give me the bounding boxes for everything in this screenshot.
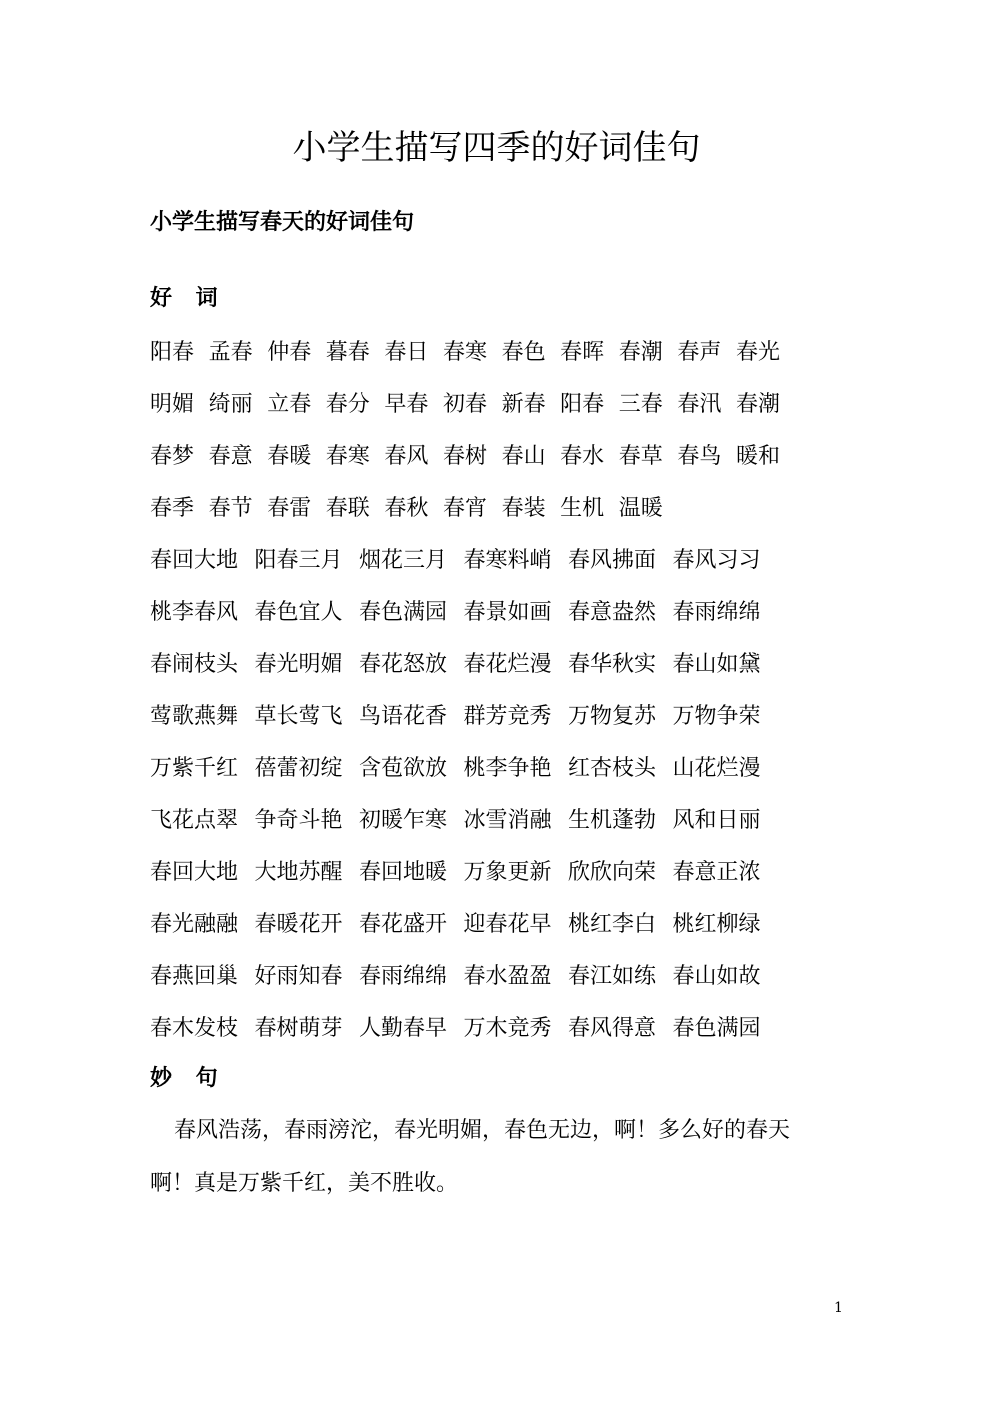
section-subtitle: 小学生描写春天的好词佳句 <box>150 209 415 235</box>
word: 春暖 <box>267 443 312 469</box>
document-title: 小学生描写四季的好词佳句 <box>292 128 701 168</box>
word: 春色满园 <box>359 599 448 625</box>
word: 春节 <box>208 495 253 521</box>
word: 春花盛开 <box>359 911 448 937</box>
word: 草长莺飞 <box>254 703 343 729</box>
word: 春水盈盈 <box>463 963 552 989</box>
word-list <box>150 324 810 1052</box>
word: 春寒料峭 <box>463 547 552 573</box>
word: 万物争荣 <box>672 703 761 729</box>
word: 春燕回巢 <box>150 963 239 989</box>
word: 万物复苏 <box>568 703 657 729</box>
word-row <box>150 532 810 584</box>
word: 争奇斗艳 <box>254 807 343 833</box>
word: 春暖花开 <box>254 911 343 937</box>
word: 春秋 <box>384 495 429 521</box>
word: 春光融融 <box>150 911 239 937</box>
word: 春雷 <box>267 495 312 521</box>
page-number: 1 <box>834 1300 843 1316</box>
word: 春意正浓 <box>672 859 761 885</box>
word-row <box>150 792 810 844</box>
word: 人勤春早 <box>359 1015 448 1041</box>
word: 桃李春风 <box>150 599 239 625</box>
word: 春花怒放 <box>359 651 448 677</box>
word: 含苞欲放 <box>359 755 448 781</box>
word: 仲春 <box>267 339 312 365</box>
word: 春风拂面 <box>568 547 657 573</box>
word: 春光明媚 <box>254 651 343 677</box>
word-row <box>150 740 810 792</box>
word: 春风习习 <box>672 547 761 573</box>
word: 春季 <box>150 495 195 521</box>
word: 春风得意 <box>568 1015 657 1041</box>
word: 生机蓬勃 <box>568 807 657 833</box>
word: 春鸟 <box>677 443 722 469</box>
word: 生机 <box>560 495 605 521</box>
sentence-paragraph: 春风浩荡，春雨滂沱，春光明媚，春色无边，啊！多么好的春天啊！真是万紫千红，美不胜收。 <box>150 1118 791 1196</box>
word-row <box>150 948 810 1000</box>
word: 春景如画 <box>463 599 552 625</box>
word: 阳春三月 <box>254 547 343 573</box>
word: 春雨绵绵 <box>359 963 448 989</box>
word-row <box>150 688 810 740</box>
word: 春山如故 <box>672 963 761 989</box>
word-row <box>150 428 810 480</box>
word: 春意盎然 <box>568 599 657 625</box>
word: 阳春 <box>150 339 195 365</box>
word-row <box>150 844 810 896</box>
word: 三春 <box>618 391 663 417</box>
word: 春潮 <box>618 339 663 365</box>
word: 桃红柳绿 <box>672 911 761 937</box>
word: 春华秋实 <box>568 651 657 677</box>
word: 春汛 <box>677 391 722 417</box>
word: 春寒 <box>325 443 370 469</box>
good-words-heading: 好 词 <box>150 285 226 311</box>
word: 春梦 <box>150 443 195 469</box>
word-row <box>150 896 810 948</box>
word: 欣欣向荣 <box>568 859 657 885</box>
word: 春色满园 <box>672 1015 761 1041</box>
word: 万象更新 <box>463 859 552 885</box>
word: 莺歌燕舞 <box>150 703 239 729</box>
word: 暮春 <box>325 339 370 365</box>
word: 春日 <box>384 339 429 365</box>
word: 群芳竞秀 <box>463 703 552 729</box>
word: 桃李争艳 <box>463 755 552 781</box>
word: 初暖乍寒 <box>359 807 448 833</box>
word: 山花烂漫 <box>672 755 761 781</box>
word: 春光 <box>735 339 780 365</box>
word: 立春 <box>267 391 312 417</box>
word-row <box>150 636 810 688</box>
word: 桃红李白 <box>568 911 657 937</box>
word: 飞花点翠 <box>150 807 239 833</box>
word: 春装 <box>501 495 546 521</box>
word: 春分 <box>325 391 370 417</box>
word: 鸟语花香 <box>359 703 448 729</box>
word: 春闹枝头 <box>150 651 239 677</box>
word-row <box>150 376 810 428</box>
word: 春山如黛 <box>672 651 761 677</box>
word: 初春 <box>442 391 487 417</box>
word: 明媚 <box>150 391 195 417</box>
word: 春寒 <box>442 339 487 365</box>
word: 烟花三月 <box>359 547 448 573</box>
word-row <box>150 584 810 636</box>
word: 春雨绵绵 <box>672 599 761 625</box>
word-row <box>150 480 810 532</box>
word: 春色 <box>501 339 546 365</box>
good-sentences-heading: 妙 句 <box>150 1065 226 1091</box>
word: 春色宜人 <box>254 599 343 625</box>
word: 春潮 <box>735 391 780 417</box>
word: 春木发枝 <box>150 1015 239 1041</box>
word: 万木竞秀 <box>463 1015 552 1041</box>
word: 春山 <box>501 443 546 469</box>
word: 春声 <box>677 339 722 365</box>
word: 绮丽 <box>208 391 253 417</box>
word: 好雨知春 <box>254 963 343 989</box>
word: 蓓蕾初绽 <box>254 755 343 781</box>
word: 风和日丽 <box>672 807 761 833</box>
word: 阳春 <box>560 391 605 417</box>
word: 温暖 <box>618 495 663 521</box>
word: 早春 <box>384 391 429 417</box>
word: 春回大地 <box>150 859 239 885</box>
word-row <box>150 324 810 376</box>
word: 春树 <box>442 443 487 469</box>
word: 春风 <box>384 443 429 469</box>
word: 迎春花早 <box>463 911 552 937</box>
word: 春水 <box>560 443 605 469</box>
word: 春江如练 <box>568 963 657 989</box>
word: 孟春 <box>208 339 253 365</box>
word: 春回地暖 <box>359 859 448 885</box>
word: 春联 <box>325 495 370 521</box>
word: 春意 <box>208 443 253 469</box>
word: 大地苏醒 <box>254 859 343 885</box>
word: 春宵 <box>442 495 487 521</box>
word: 暖和 <box>735 443 780 469</box>
word-row <box>150 1000 810 1052</box>
word: 冰雪消融 <box>463 807 552 833</box>
word: 万紫千红 <box>150 755 239 781</box>
word: 春晖 <box>560 339 605 365</box>
word: 红杏枝头 <box>568 755 657 781</box>
word: 春花烂漫 <box>463 651 552 677</box>
word: 春草 <box>618 443 663 469</box>
word: 春回大地 <box>150 547 239 573</box>
word: 春树萌芽 <box>254 1015 343 1041</box>
word: 新春 <box>501 391 546 417</box>
